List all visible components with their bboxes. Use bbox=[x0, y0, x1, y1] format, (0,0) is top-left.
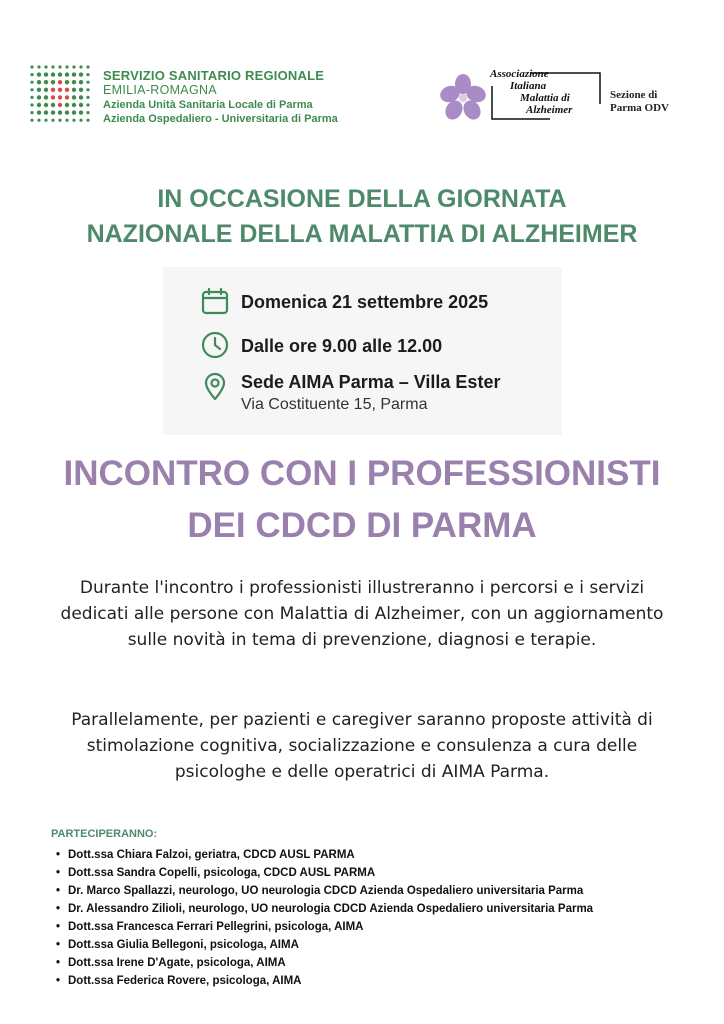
event-venue: Sede AIMA Parma – Villa Ester bbox=[241, 372, 501, 392]
ssr-grid-dot bbox=[86, 103, 89, 106]
ssr-grid-dot bbox=[37, 110, 41, 114]
ssr-grid-dot bbox=[65, 110, 69, 114]
event-date: Domenica 21 settembre 2025 bbox=[241, 292, 489, 312]
ssr-grid-dot bbox=[30, 65, 33, 68]
ssr-grid-dot bbox=[79, 72, 83, 76]
participant-item: • Dott.ssa Giulia Bellegoni, psicologa, AIMA bbox=[52, 936, 593, 954]
ssr-grid-dot bbox=[72, 95, 76, 99]
ssr-grid-dot bbox=[30, 96, 33, 99]
aima-section-line2: Parma ODV bbox=[610, 102, 669, 114]
event-time: Dalle ore 9.00 alle 12.00 bbox=[241, 336, 443, 356]
ssr-grid-dot bbox=[65, 103, 69, 107]
ssr-grid-dot bbox=[58, 88, 62, 92]
occasion-line2: NAZIONALE DELLA MALATTIA DI ALZHEIMER bbox=[86, 220, 638, 248]
participant-item: • Dott.ssa Sandra Copelli, psicologa, CDCD AUSL PARMA bbox=[52, 864, 593, 882]
ssr-grid-dot bbox=[44, 103, 48, 107]
calendar-icon bbox=[200, 286, 230, 316]
ssr-grid-dot bbox=[58, 95, 62, 99]
ssr-grid-dot bbox=[37, 95, 41, 99]
ssr-grid-dot bbox=[65, 95, 69, 99]
ssr-grid-dot bbox=[65, 119, 68, 122]
participant-item: • Dr. Marco Spallazzi, neurologo, UO neurologia CDCD Azienda Ospedaliero universitaria Parma bbox=[52, 882, 593, 900]
event-title bbox=[0, 448, 724, 552]
ssr-dot-grid-icon bbox=[28, 63, 92, 125]
participant-item: • Dott.ssa Federica Rovere, psicologa, AIMA bbox=[52, 972, 593, 990]
ssr-grid-dot bbox=[86, 73, 89, 76]
ssr-grid-dot bbox=[79, 103, 83, 107]
ssr-grid-dot bbox=[58, 103, 62, 107]
ssr-grid-dot bbox=[86, 111, 89, 114]
ssr-title: SERVIZIO SANITARIO REGIONALE bbox=[103, 68, 325, 83]
ssr-grid-dot bbox=[65, 65, 68, 68]
occasion-title bbox=[0, 182, 724, 252]
ssr-grid-dot bbox=[44, 110, 48, 114]
ssr-grid-dot bbox=[86, 81, 89, 84]
ssr-grid-dot bbox=[72, 80, 76, 84]
event-title-line1: INCONTRO CON I PROFESSIONISTI bbox=[63, 454, 661, 493]
ssr-grid-dot bbox=[44, 65, 47, 68]
event-info-box bbox=[163, 267, 562, 435]
location-pin-icon bbox=[200, 371, 230, 401]
ssr-grid-dot bbox=[51, 119, 54, 122]
aima-logo-line3: Malattia di bbox=[520, 92, 570, 104]
ssr-grid-dot bbox=[79, 119, 82, 122]
ssr-grid-dot bbox=[86, 88, 89, 91]
participant-item: • Dr. Alessandro Zilioli, neurologo, UO neurologia CDCD Azienda Ospedaliero universitaria Parma bbox=[52, 900, 593, 918]
description-paragraph-2: Parallelamente, per pazienti e caregiver saranno proposte attività di stimolazione cognitiva, socializzazione e consulenza a cura delle psicologhe e delle operatrici di AIMA Parma. bbox=[71, 710, 653, 782]
aima-flower-icon bbox=[438, 73, 488, 121]
ssr-grid-dot bbox=[58, 65, 61, 68]
ssr-grid-dot bbox=[79, 88, 83, 92]
ssr-grid-dot bbox=[30, 73, 33, 76]
event-title-line2: DEI CDCD DI PARMA bbox=[187, 506, 537, 545]
ssr-grid-dot bbox=[30, 88, 33, 91]
ssr-grid-dot bbox=[30, 111, 33, 114]
ssr-grid-dot bbox=[44, 95, 48, 99]
participants-heading: PARTECIPERANNO: bbox=[51, 828, 158, 840]
ssr-grid-dot bbox=[37, 88, 41, 92]
ssr-grid-dot bbox=[72, 103, 76, 107]
participant-item: • Dott.ssa Irene D'Agate, psicologa, AIMA bbox=[52, 954, 593, 972]
ssr-grid-dot bbox=[51, 110, 55, 114]
event-address: Via Costituente 15, Parma bbox=[241, 396, 428, 413]
ssr-grid-dot bbox=[30, 119, 33, 122]
ssr-grid-dot bbox=[44, 80, 48, 84]
ssr-grid-dot bbox=[65, 80, 69, 84]
ssr-grid-dot bbox=[51, 72, 55, 76]
occasion-line1: IN OCCASIONE DELLA GIORNATA bbox=[157, 185, 567, 213]
ssr-grid-dot bbox=[72, 72, 76, 76]
ssr-grid-dot bbox=[72, 110, 76, 114]
ssr-grid-dot bbox=[65, 88, 69, 92]
ssr-grid-dot bbox=[72, 88, 76, 92]
ssr-grid-dot bbox=[44, 119, 47, 122]
ssr-grid-dot bbox=[79, 65, 82, 68]
ssr-grid-dot bbox=[58, 119, 61, 122]
ssr-grid-dot bbox=[72, 65, 75, 68]
ssr-grid-dot bbox=[37, 119, 40, 122]
participant-item: • Dott.ssa Francesca Ferrari Pellegrini, psicologa, AIMA bbox=[52, 918, 593, 936]
ssr-grid-dot bbox=[65, 72, 69, 76]
participant-item: • Dott.ssa Chiara Falzoi, geriatra, CDCD AUSL PARMA bbox=[52, 846, 593, 864]
ssr-grid-dot bbox=[72, 119, 75, 122]
ssr-grid-dot bbox=[86, 119, 89, 122]
ssr-grid-dot bbox=[86, 65, 89, 68]
ssr-grid-dot bbox=[58, 110, 62, 114]
ssr-grid-dot bbox=[30, 103, 33, 106]
ssr-grid-dot bbox=[51, 95, 55, 99]
ssr-grid-dot bbox=[58, 72, 62, 76]
ssr-grid-dot bbox=[44, 88, 48, 92]
ssr-grid-dot bbox=[37, 72, 41, 76]
ssr-grid-dot bbox=[79, 80, 83, 84]
ssr-grid-dot bbox=[86, 96, 89, 99]
aima-logo-line4: Alzheimer bbox=[526, 104, 573, 116]
ssr-grid-dot bbox=[58, 80, 62, 84]
clock-icon bbox=[200, 330, 230, 360]
ssr-grid-dot bbox=[79, 95, 83, 99]
ssr-ausl: Azienda Unità Sanitaria Locale di Parma bbox=[103, 99, 313, 111]
ssr-grid-dot bbox=[79, 110, 83, 114]
ssr-aou: Azienda Ospedaliero - Universitaria di Parma bbox=[103, 113, 338, 125]
ssr-grid-dot bbox=[37, 65, 40, 68]
aima-logo-line2: Italiana bbox=[510, 80, 547, 92]
ssr-grid-dot bbox=[51, 103, 55, 107]
aima-logo bbox=[490, 68, 605, 124]
ssr-grid-dot bbox=[37, 80, 41, 84]
ssr-grid-dot bbox=[44, 72, 48, 76]
ssr-grid-dot bbox=[30, 81, 33, 84]
ssr-grid-dot bbox=[51, 65, 54, 68]
ssr-logo-text bbox=[103, 68, 338, 126]
ssr-grid-dot bbox=[51, 80, 55, 84]
participants-list bbox=[52, 846, 593, 990]
ssr-grid-dot bbox=[51, 88, 55, 92]
ssr-region: EMILIA-ROMAGNA bbox=[103, 83, 217, 97]
description-paragraph-1: Durante l'incontro i professionisti illustreranno i percorsi e i servizi dedicati alle persone con Malattia di Alzheimer, con un aggiornamento sulle novità in tema di prevenzione, diagnosi e terapie. bbox=[60, 578, 664, 650]
aima-section-line1: Sezione di bbox=[610, 89, 658, 101]
aima-section-label bbox=[610, 89, 669, 115]
ssr-grid-dot bbox=[37, 103, 41, 107]
aima-logo-line1: Associazione bbox=[490, 68, 549, 80]
